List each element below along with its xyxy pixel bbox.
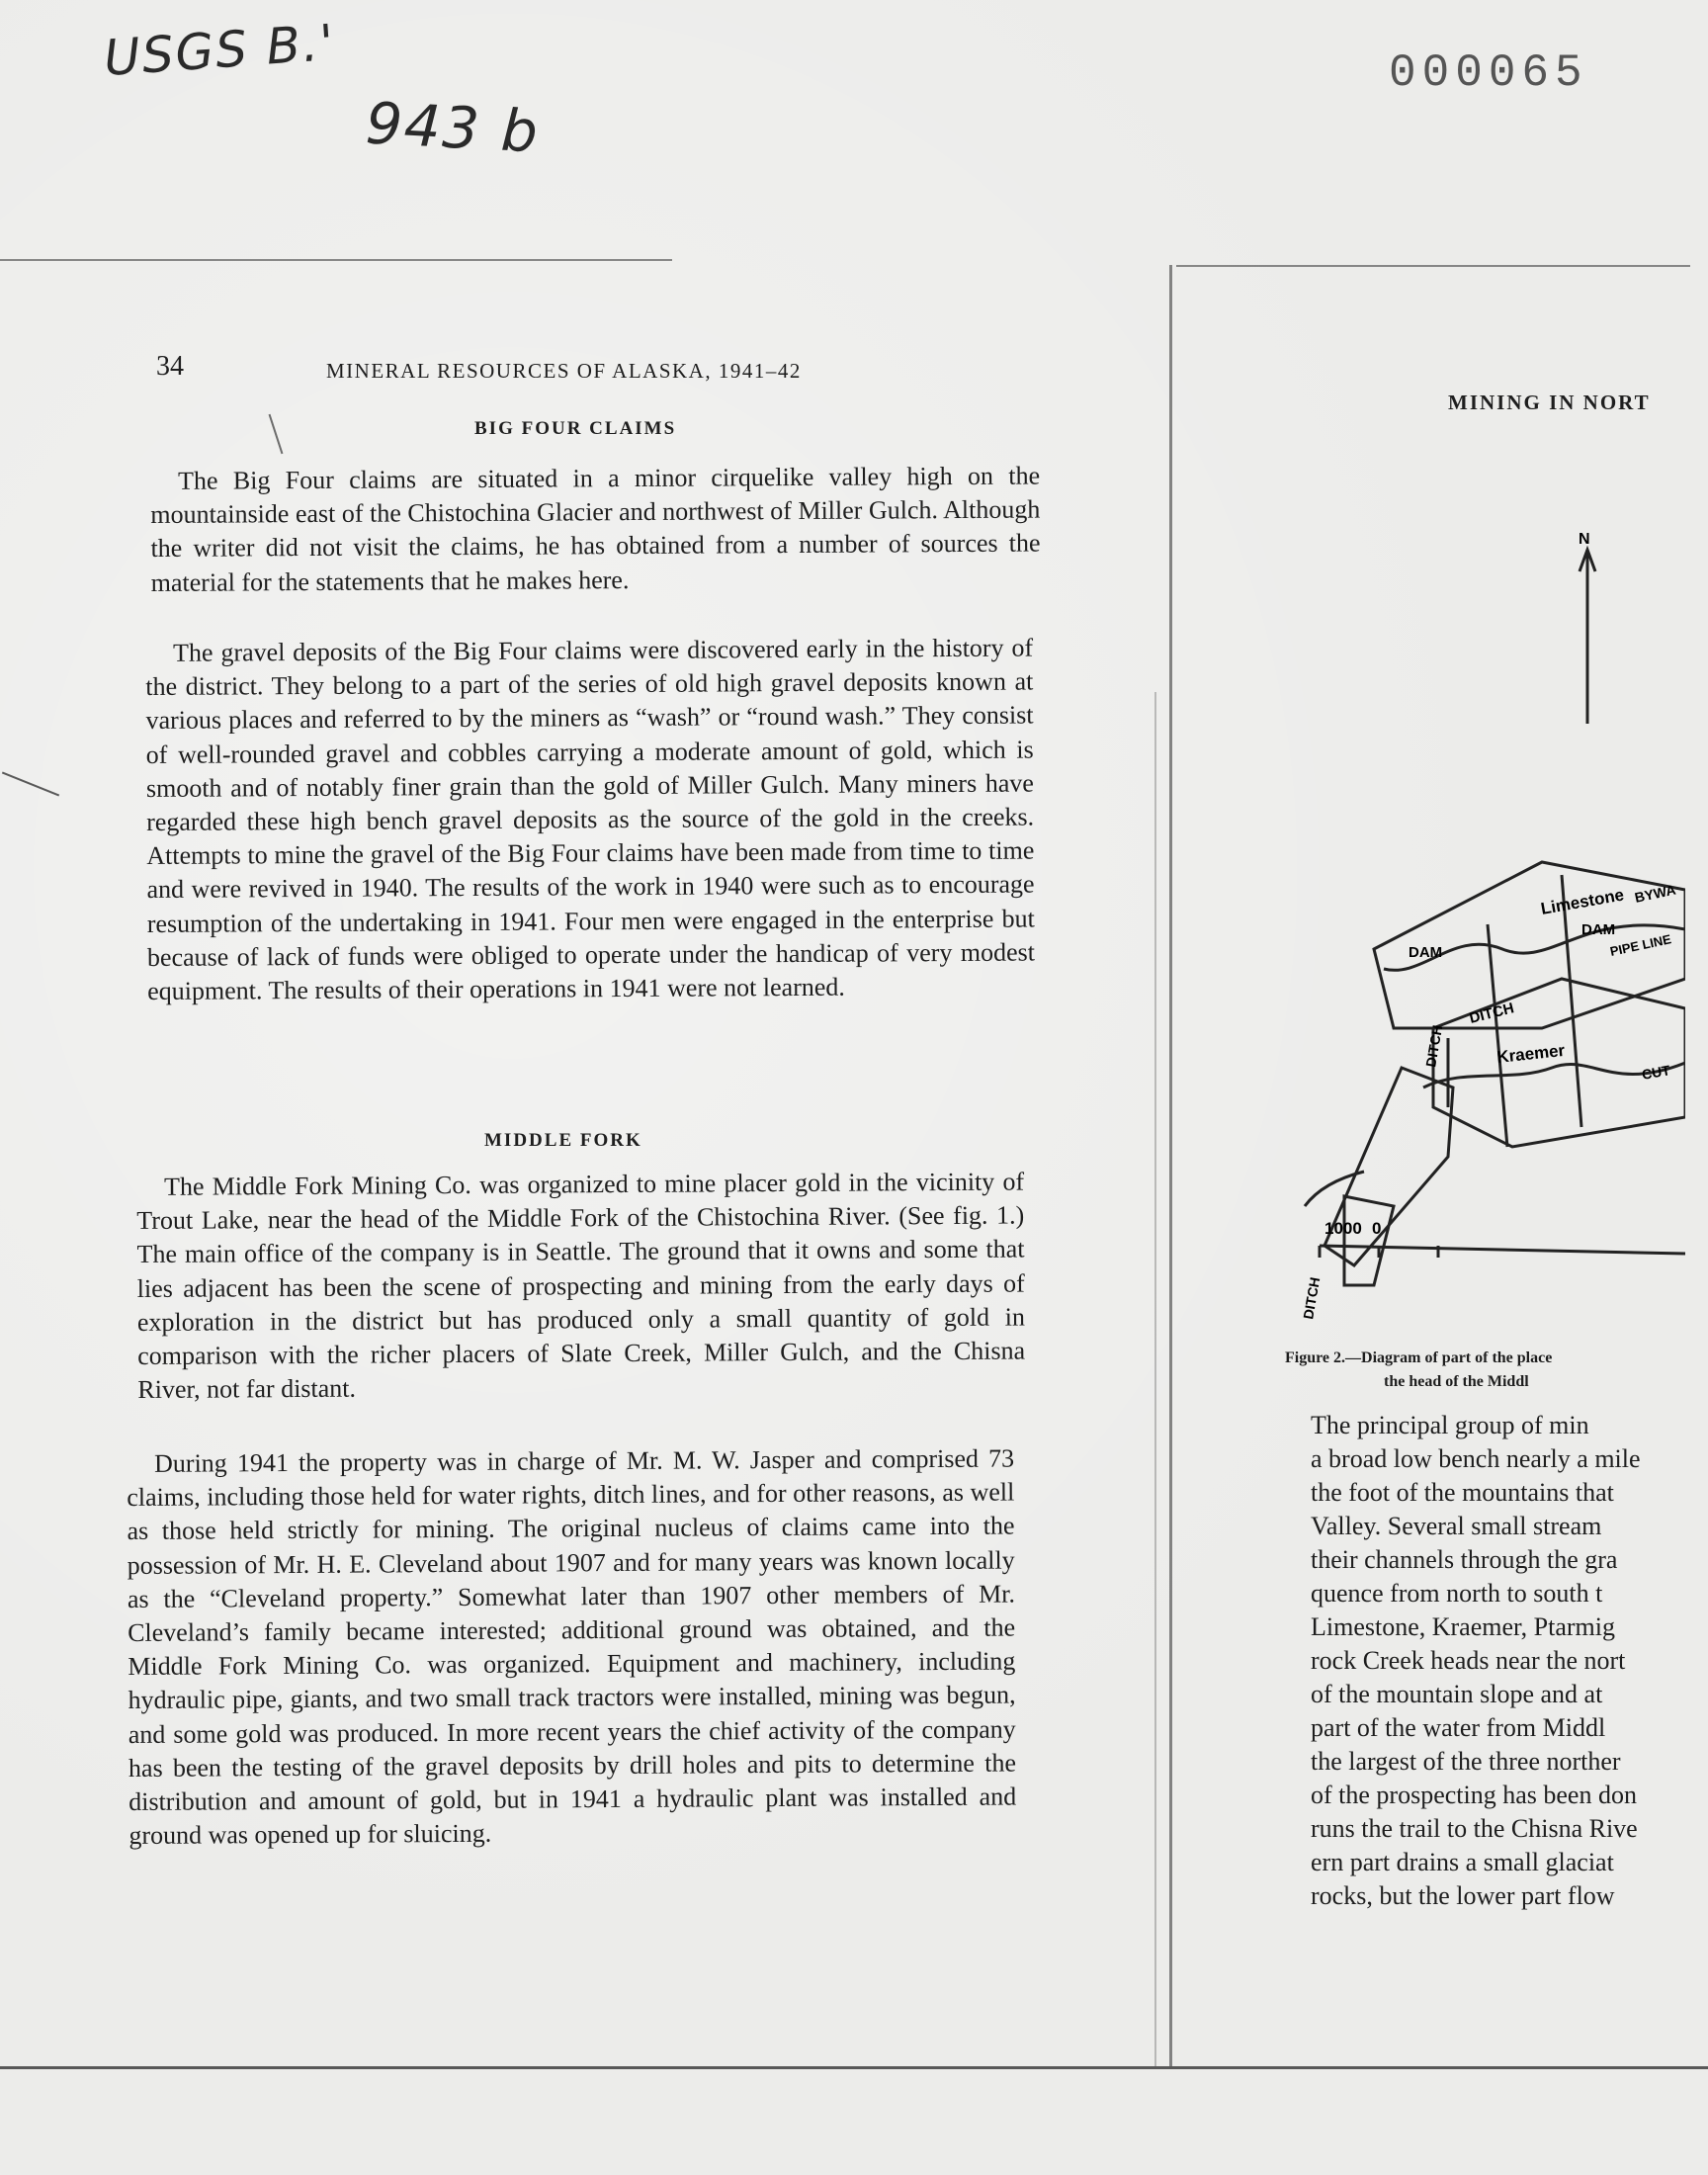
text-line: The principal group of min [1311, 1411, 1589, 1439]
right-page-paragraph [1275, 1409, 1680, 1913]
scale-label: 0 [1372, 1219, 1382, 1238]
paragraph: The Middle Fork Mining Co. was organized to mine placer gold in the vicinity of Trout Lake, near the head of the Middle Fork of the Chistochina River. (See fig. 1.) The main office of the company is in Seattle. The ground that it owns and some that lies adjacent has been the scene of prospecting and mining from the early days of exploration in the district but has produced only a small quantity of gold in comparison with the richer placers of Slate Creek, Miller Gulch, and the Chisna River, not far distant. [136, 1167, 1026, 1405]
scale-label: 1000 [1324, 1219, 1362, 1238]
page-edge-line [1176, 265, 1690, 267]
handwritten-annotation: USGS B.' [102, 13, 338, 88]
map-label-ditch: DITCH [1300, 1275, 1324, 1321]
claim-line [1488, 924, 1507, 1147]
running-head: MINERAL RESOURCES OF ALASKA, 1941–42 [326, 359, 802, 383]
text-line: the largest of the three norther [1311, 1747, 1621, 1776]
document-stamp-number: 000065 [1389, 47, 1588, 99]
text-line: ern part drains a small glaciat [1311, 1848, 1614, 1876]
running-head-right: MINING IN NORT [1448, 391, 1651, 414]
figure-caption [1285, 1347, 1680, 1398]
page-gutter-shadow [1154, 692, 1156, 2066]
figure-caption-line: the head of the Middl [1384, 1373, 1529, 1390]
map-label-ditch: DITCH [1467, 1000, 1516, 1027]
page-edge-line [0, 259, 672, 261]
text-line: of the prospecting has been don [1311, 1781, 1637, 1809]
text-line: the foot of the mountains that [1311, 1478, 1614, 1507]
scan-mark [2, 771, 59, 796]
figure-2-map [1285, 514, 1685, 1335]
map-label-north: N [1579, 531, 1590, 548]
scan-mark [269, 414, 284, 455]
figure-caption-line: Figure 2.—Diagram of part of the place [1285, 1349, 1553, 1366]
map-label-limestone: Limestone [1539, 885, 1626, 918]
text-line: a broad low bench nearly a mile [1311, 1444, 1641, 1473]
text-line: part of the water from Middl [1311, 1713, 1606, 1742]
map-label-dam: DAM [1581, 921, 1616, 938]
text-line: Limestone, Kraemer, Ptarmig [1311, 1612, 1615, 1641]
text-line: their channels through the gra [1311, 1545, 1618, 1574]
right-page-text-column [1275, 1409, 1680, 1933]
text-line: rock Creek heads near the nort [1311, 1646, 1626, 1675]
claim-block [1433, 979, 1685, 1147]
text-line: quence from north to south t [1311, 1579, 1603, 1608]
map-label-pipe-line: PIPE LINE [1608, 931, 1673, 959]
page-number: 34 [156, 351, 184, 382]
section-heading-big-four: BIG FOUR CLAIMS [474, 418, 677, 439]
map-label-dam: DAM [1409, 944, 1443, 961]
paragraph: The Big Four claims are situated in a minor cirquelike valley high on the mountainside east of the Chistochina Glacier and northwest of Miller Gulch. Although the writer did not visit the claims, he has obtained from a number of sources the material for the statements that he makes here. [150, 461, 1041, 597]
map-label-cut: CUT [1640, 1062, 1671, 1083]
map-label-byway: BYWA [1633, 881, 1677, 906]
map-label-ditch: DITCH [1422, 1023, 1446, 1069]
paragraph: The gravel deposits of the Big Four claims were discovered early in the history of the district. They belong to a part of the series of old high gravel deposits known at various places and referred to by the miners as “wash” or “round wash.” They consist of well-rounded gravel and cobbles carrying a moderate amount of gold, which is smooth and of notably finer grain than the gold of Miller Gulch. Many miners have regarded these high bench gravel deposits as the source of the gold in the creeks. Attempts to mine the gravel of the Big Four claims have been made from time to time and were revived in 1940. The results of the work in 1940 were such as to encourage resumption of the undertaking in 1941. Four men were engaged in the enterprise but because of lack of funds were obliged to operate under the handicap of very modest equipment. The results of their operations in 1941 were not learned. [145, 633, 1036, 1006]
text-line: runs the trail to the Chisna Rive [1311, 1814, 1638, 1843]
text-line: of the mountain slope and at [1311, 1680, 1603, 1708]
scale-bar [1320, 1246, 1685, 1254]
page-gutter-seam [1169, 265, 1172, 2066]
map-label-kraemer: Kraemer [1495, 1040, 1567, 1067]
text-line: Valley. Several small stream [1311, 1512, 1602, 1540]
claim-block [1344, 1196, 1394, 1285]
paragraph: During 1941 the property was in charge of Mr. M. W. Jasper and comprised 73 claims, including those held for water rights, ditch lines, and for other reasons, as well as those held strictly for mining. The original nucleus of claims came into the possession of Mr. H. E. Cleveland about 1907 and for many years was known locally as the “Cleveland property.” Somewhat later than 1907 other members of Mr. Cleveland’s family became interested; additional ground was obtained, and the Middle Fork Mining Co. was organized. Equipment and machinery, including hydraulic pipe, giants, and two small track tractors were installed, mining was begun, and some gold was produced. In more recent years the chief activity of the company has been the testing of the gravel deposits by drill holes and pits to determine the distribution and amount of gold, but in 1941 a hydraulic plant was installed and ground was opened up for sluicing. [127, 1443, 1017, 1851]
page-bottom-edge [0, 2066, 1708, 2069]
handwritten-annotation-number: 943 b [364, 89, 542, 166]
section-heading-middle-fork: MIDDLE FORK [484, 1130, 642, 1151]
text-line: rocks, but the lower part flow [1311, 1881, 1615, 1910]
